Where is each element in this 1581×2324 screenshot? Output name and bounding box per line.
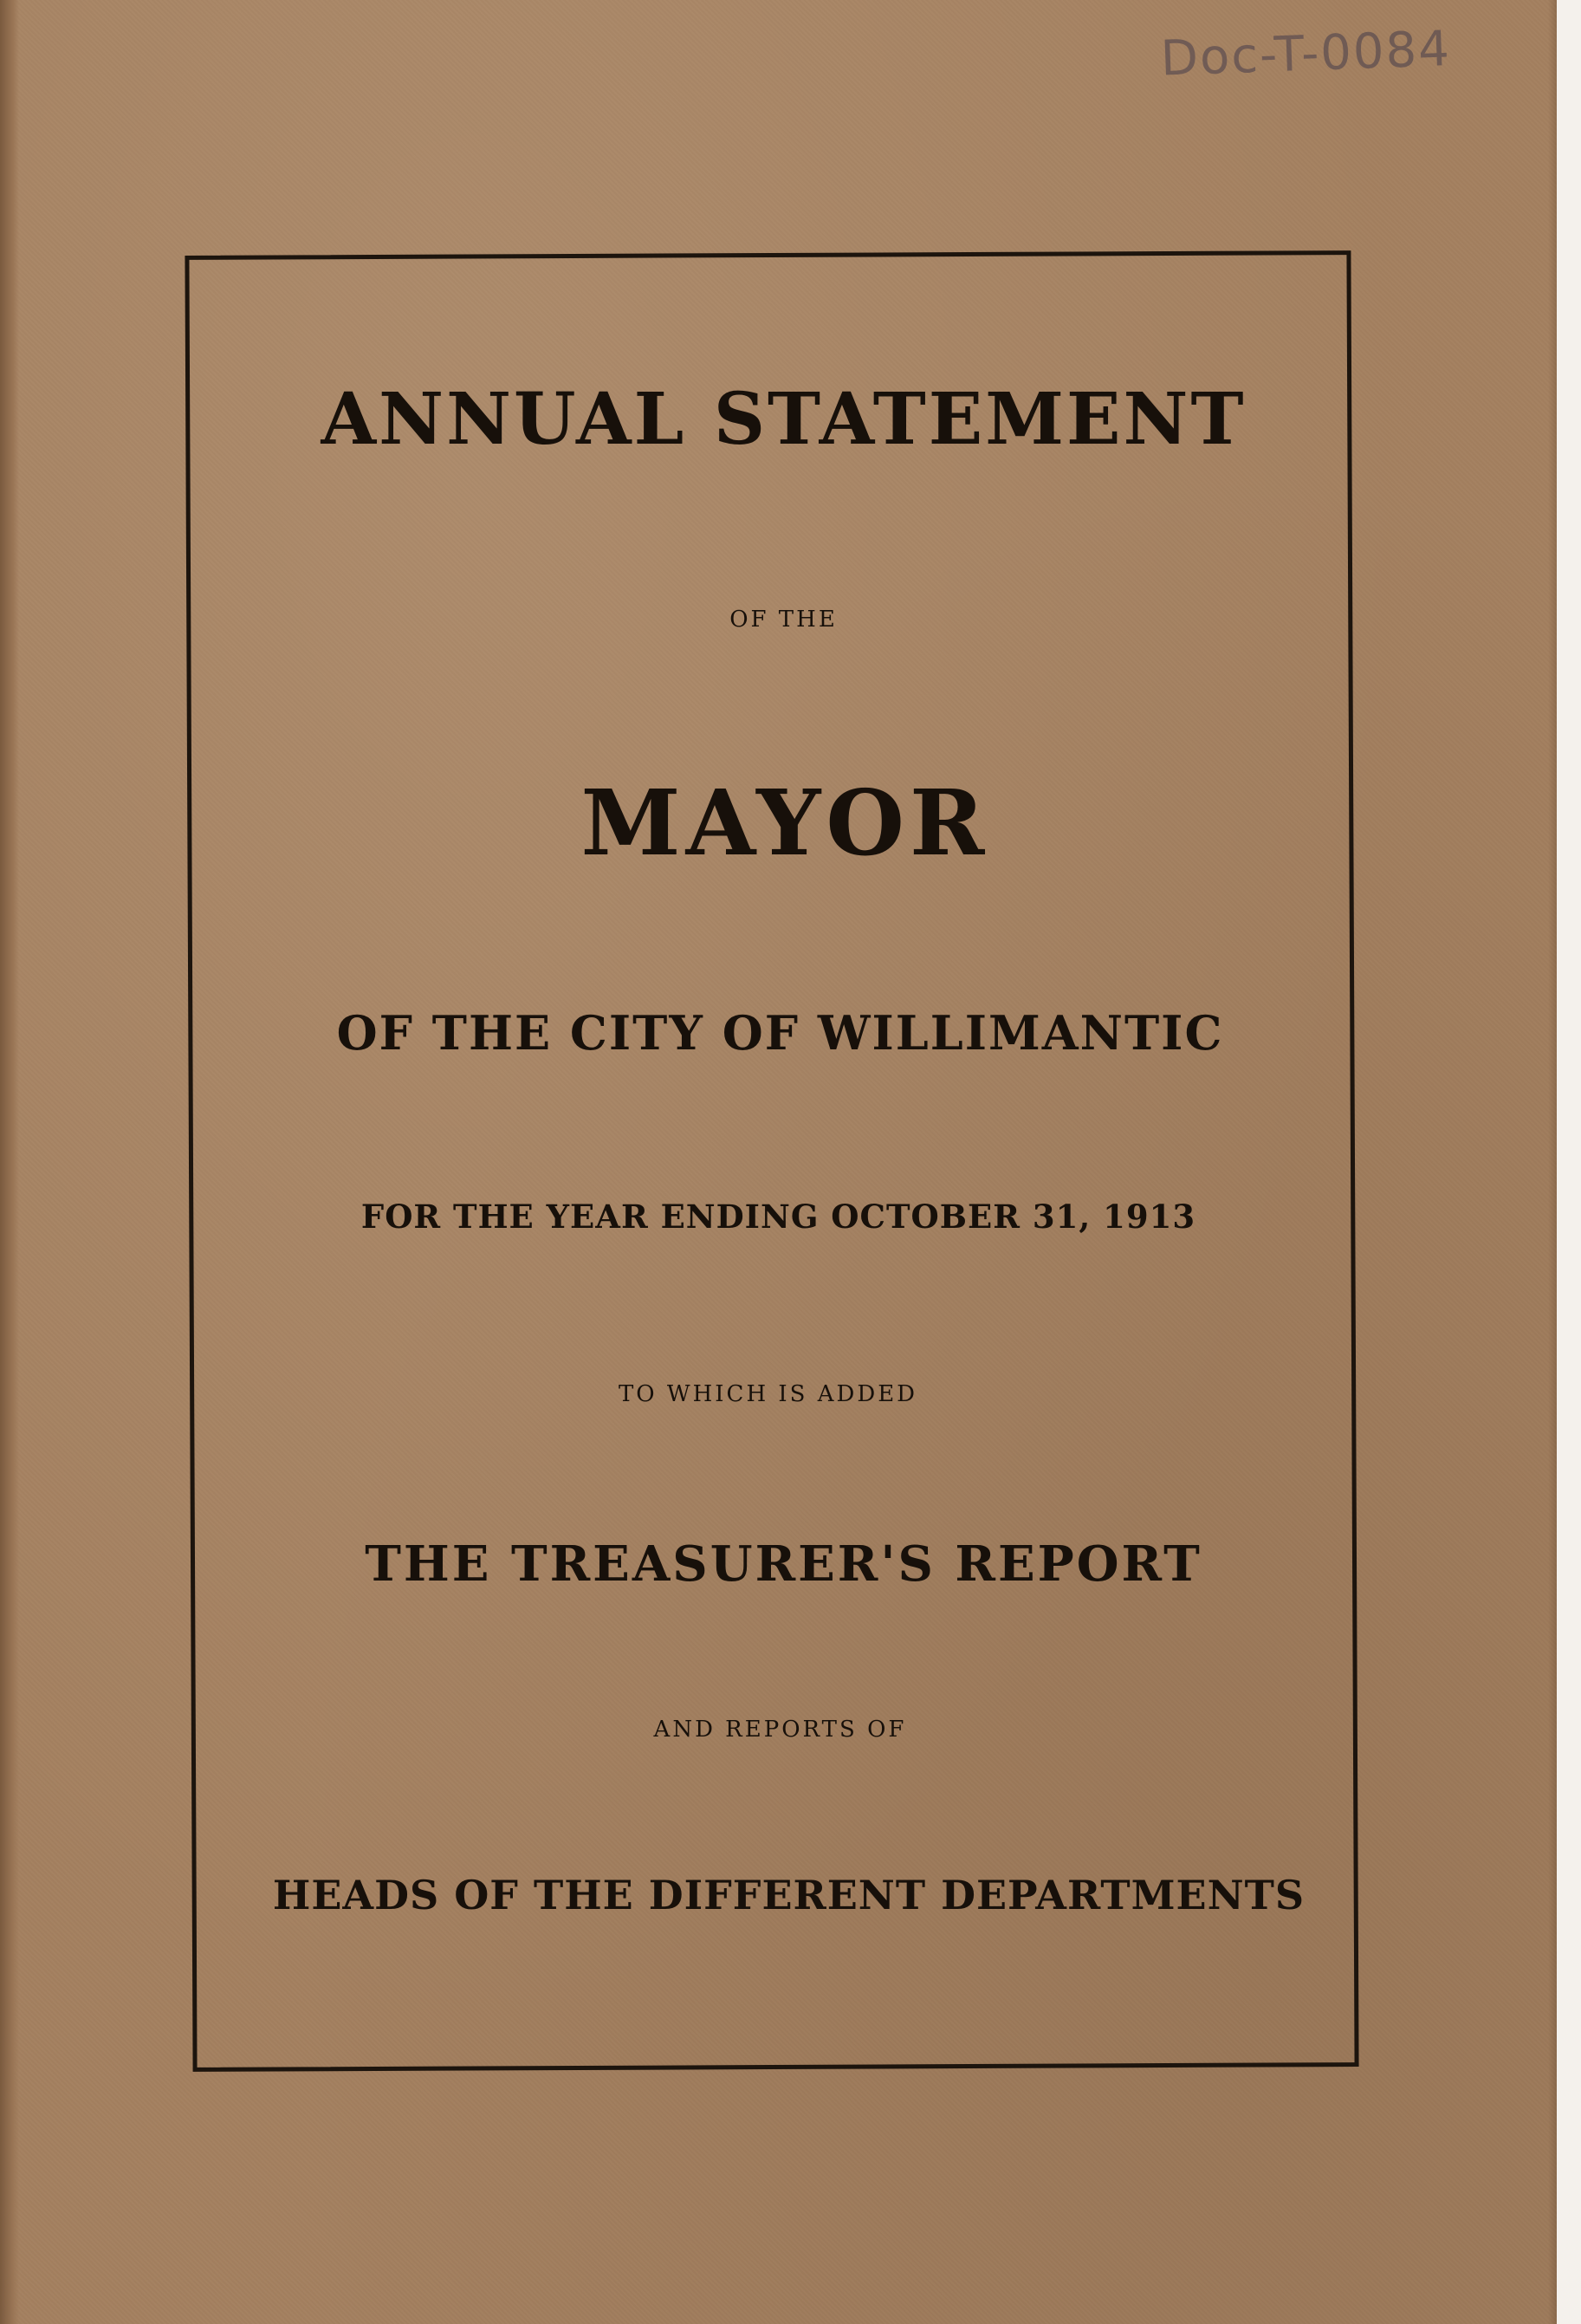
period-line: FOR THE YEAR ENDING OCTOBER 31, 1913: [360, 1198, 1196, 1236]
spine-edge: [0, 0, 19, 2324]
of-the-line: OF THE: [729, 607, 838, 633]
page-edge-shadow: [1548, 0, 1557, 2324]
subject-heading: MAYOR: [580, 769, 990, 876]
and-reports-line: AND REPORTS OF: [653, 1717, 907, 1743]
to-which-line: TO WHICH IS ADDED: [618, 1381, 918, 1407]
catalog-mark: Doc-T-0084: [1159, 21, 1452, 88]
document-title: ANNUAL STATEMENT: [321, 378, 1247, 461]
treasurer-heading: THE TREASURER'S REPORT: [365, 1535, 1202, 1593]
departments-heading: HEADS OF THE DIFFERENT DEPARTMENTS: [272, 1872, 1306, 1918]
page-edge: [1557, 0, 1581, 2324]
border-frame: [185, 250, 1358, 2072]
city-line: OF THE CITY OF WILLIMANTIC: [336, 1005, 1224, 1061]
